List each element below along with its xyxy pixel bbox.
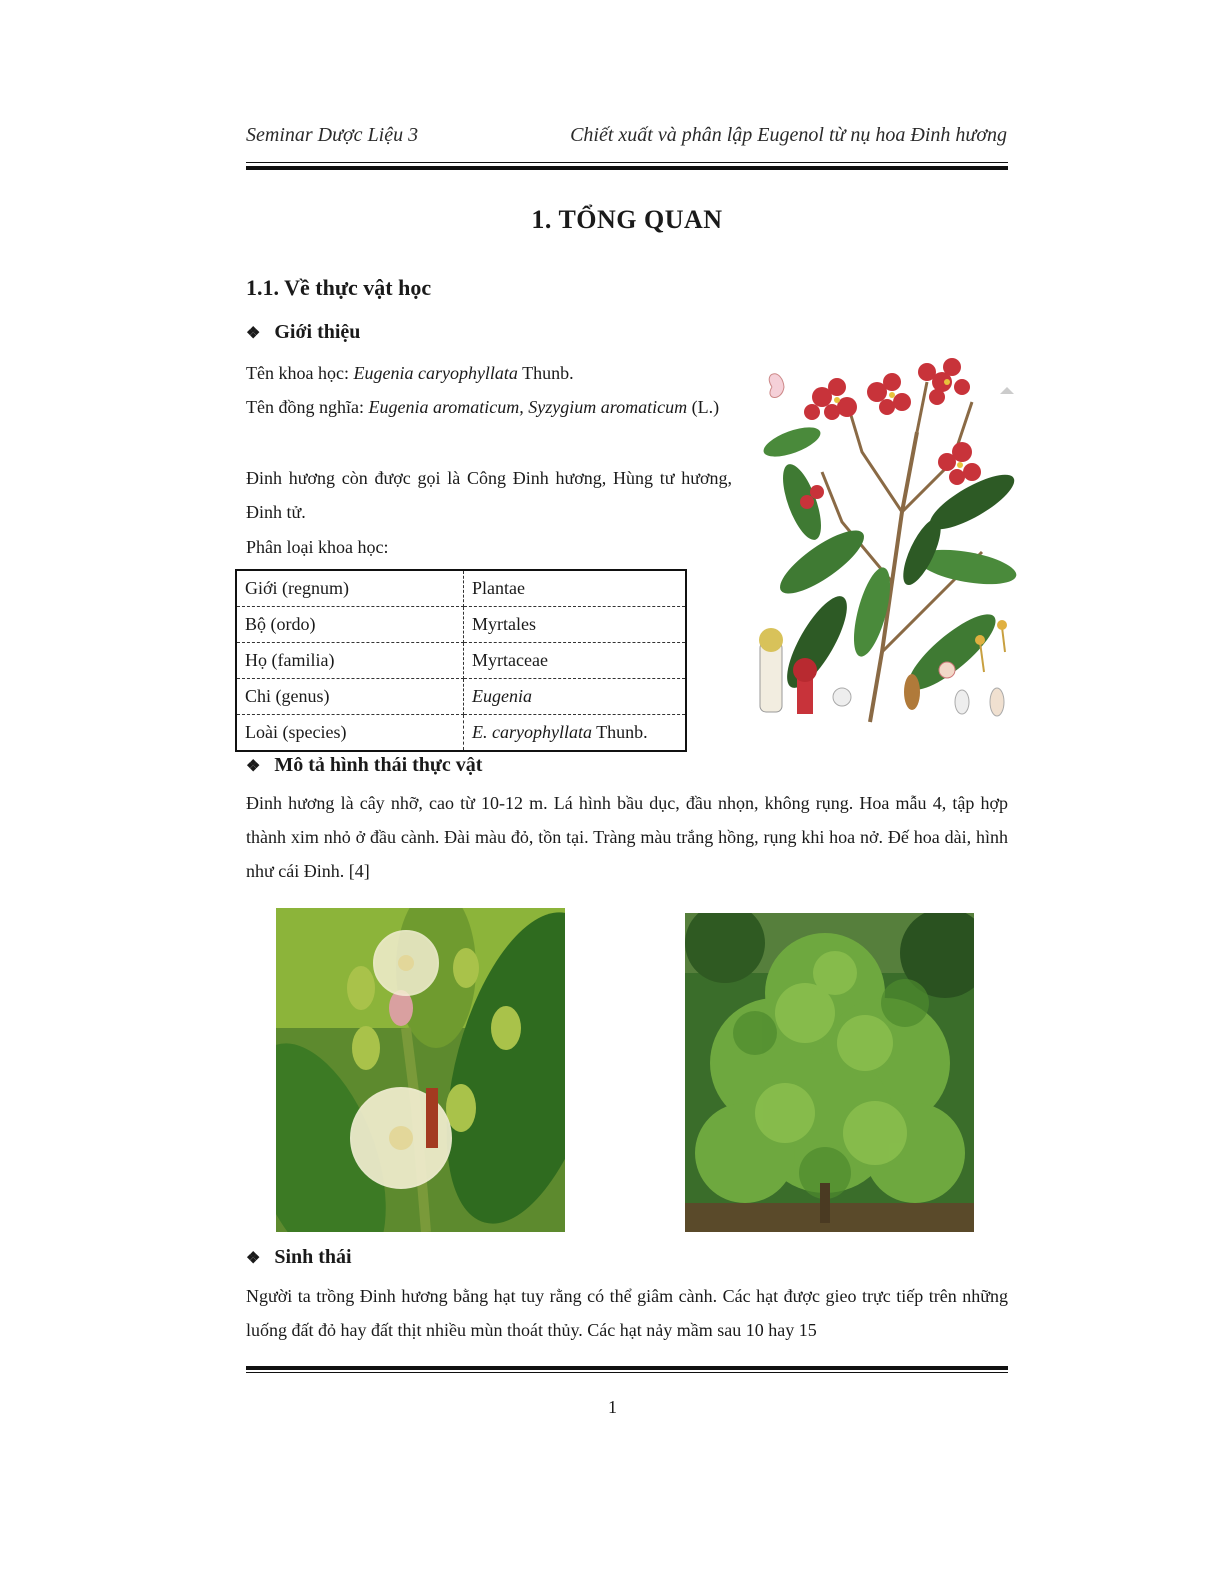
clove-flower-photo <box>276 908 565 1232</box>
ecology-heading <box>246 1246 352 1269</box>
value-cell: Myrtaceae <box>464 643 687 679</box>
page-number: 1 <box>608 1397 617 1417</box>
botanical-illustration <box>752 352 1020 724</box>
table-row <box>236 643 686 679</box>
synonym-author: (L.) <box>687 397 720 417</box>
table-row <box>236 715 686 752</box>
header-right: Chiết xuất và phân lập Eugenol từ nụ hoa Đinh hương <box>570 124 1007 146</box>
value-cell: Eugenia <box>464 679 687 715</box>
section-title: 1.1. Về thực vật học <box>246 275 432 300</box>
morphology-paragraph: Đinh hương là cây nhỡ, cao từ 10-12 m. Lá hình bầu dục, đầu nhọn, không rụng. Hoa mẫu 4, tập hợp thành xim nhỏ ở đầu cành. Đài màu đỏ, tồn tại. Tràng màu trắng hồng, rụng khi hoa nở. Đế hoa dài, hình như cái Đinh. [4] <box>246 793 1008 881</box>
rank-cell: Loài (species) <box>236 715 464 752</box>
sci-name-author: Thunb. <box>517 363 574 383</box>
table-row <box>236 570 686 607</box>
chapter-title: 1. TỔNG QUAN <box>531 205 723 234</box>
morphology-heading <box>246 754 482 777</box>
clove-tree-image <box>685 913 974 1232</box>
footer-rule-thick <box>246 1366 1008 1370</box>
intro-heading <box>246 321 360 344</box>
header-left: Seminar Dược Liệu 3 <box>246 124 419 146</box>
header-rule-thick <box>246 166 1008 170</box>
synonym-paragraph <box>246 390 732 424</box>
classification-label: Phân loại khoa học: <box>246 537 389 557</box>
table-row <box>236 679 686 715</box>
intro-heading-text: Giới thiệu <box>274 321 361 343</box>
diamond-bullet-icon: ❖ <box>246 758 261 775</box>
value-cell: Myrtales <box>464 607 687 643</box>
synonym-names: Eugenia aromaticum, Syzygium aromaticum <box>368 397 688 417</box>
sci-name-binomial: Eugenia caryophyllata <box>353 363 518 383</box>
rank-cell: Bộ (ordo) <box>236 607 464 643</box>
sci-name-label: Tên khoa học: <box>246 363 354 383</box>
sci-name-line <box>246 356 732 390</box>
rank-cell: Họ (familia) <box>236 643 464 679</box>
species-author: Thunb. <box>591 722 648 742</box>
ecology-heading-text: Sinh thái <box>274 1246 352 1268</box>
synonym-label: Tên đồng nghĩa: <box>246 397 369 417</box>
footer-rule-thin <box>246 1372 1008 1373</box>
table-row <box>236 607 686 643</box>
diamond-bullet-icon: ❖ <box>246 325 261 342</box>
value-cell <box>464 715 687 752</box>
ecology-paragraph: Người ta trồng Đinh hương bằng hạt tuy rằng có thể giâm cành. Các hạt được gieo trực tiếp trên những luống đất đỏ hay đất thịt nhiều mùn thoát thủy. Các hạt nảy mầm sau 10 hay 15 <box>246 1286 1008 1340</box>
clove-flower-image <box>276 908 565 1232</box>
clove-tree-photo <box>685 913 974 1232</box>
other-names-paragraph: Đinh hương còn được gọi là Công Đinh hương, Hùng tư hương, Đinh tử. <box>246 468 732 522</box>
morphology-heading-text: Mô tả hình thái thực vật <box>274 754 483 776</box>
species-italic: E. caryophyllata <box>472 722 592 742</box>
rank-cell: Giới (regnum) <box>236 570 464 607</box>
header-rule-thin <box>246 162 1008 163</box>
rank-cell: Chi (genus) <box>236 679 464 715</box>
taxonomy-table <box>235 569 687 752</box>
value-cell: Plantae <box>464 570 687 607</box>
clove-botanical-drawing <box>752 352 1020 724</box>
diamond-bullet-icon: ❖ <box>246 1250 261 1267</box>
